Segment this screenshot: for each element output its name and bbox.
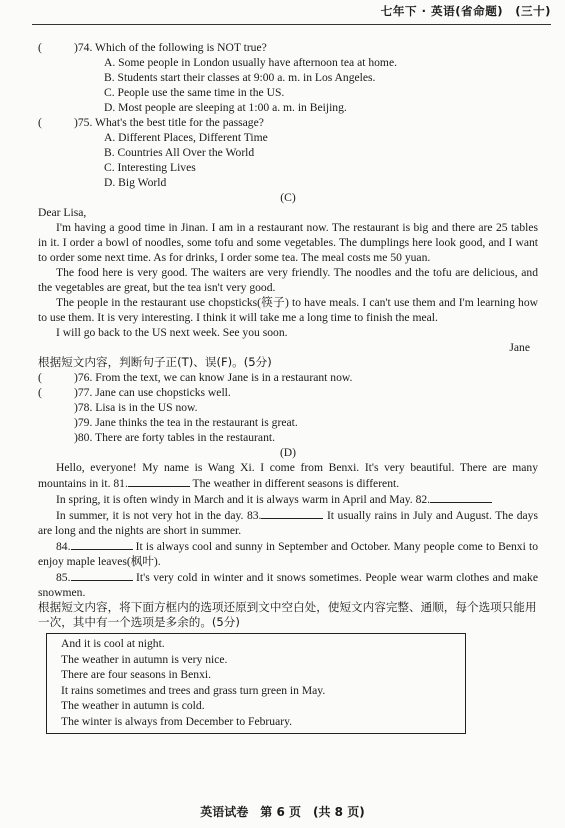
passage-paragraph bbox=[38, 569, 538, 600]
letter-paragraph: The people in the restaurant use chopsticks(筷子) to have meals. I can't use them and I'm learning how to use them. It is very interesting. I think it will take me a long time to finish the meal. bbox=[38, 296, 538, 324]
section-c-label: (C) bbox=[280, 191, 296, 204]
option-75a: A. Different Places, Different Time bbox=[104, 131, 268, 144]
blank-81[interactable] bbox=[128, 475, 190, 487]
statement-text: )76. From the text, we can know Jane is in a restaurant now. bbox=[74, 371, 353, 384]
option-74b: B. Students start their classes at 9:00 a. m. in Los Angeles. bbox=[104, 71, 376, 84]
text-run: The weather in different seasons is different. bbox=[189, 477, 400, 490]
letter-paragraph: I'm having a good time in Jinan. I am in a restaurant now. The restaurant is big and there are 25 tables in it. I order a bowl of noodles, some tofu and some vegetables. The dumplings here look good, and I want to order some next time. As for drinks, I order some tea. The meal costs me 50 yuan. bbox=[38, 221, 538, 264]
blank-83[interactable] bbox=[261, 507, 323, 519]
blank-84[interactable] bbox=[71, 538, 133, 550]
passage-paragraph bbox=[38, 507, 538, 538]
text-run: It's very cold in winter and it snows sometimes. People wear warm clothes and make snowmen. bbox=[38, 571, 538, 599]
answer-paren: ( bbox=[38, 371, 42, 384]
letter-paragraph: I will go back to the US next week. See you soon. bbox=[56, 326, 288, 339]
passage-d bbox=[38, 460, 538, 600]
box-option: There are four seasons in Benxi. bbox=[61, 668, 212, 682]
question-74 bbox=[38, 40, 538, 55]
options-box bbox=[46, 633, 466, 734]
statement-text: )80. There are forty tables in the restaurant. bbox=[74, 431, 275, 444]
letter-signature: Jane bbox=[509, 341, 530, 354]
box-option: The weather in autumn is very nice. bbox=[61, 652, 228, 666]
text-run: 85. bbox=[56, 571, 71, 584]
passage-paragraph bbox=[38, 491, 538, 507]
box-option: And it is cool at night. bbox=[61, 637, 165, 650]
statement-76 bbox=[38, 370, 538, 385]
text-run: Hello, everyone! My name is Wang Xi. I come from Benxi. It's very beautiful. There are many mountains in it. 81. bbox=[38, 461, 538, 490]
statement-text: )77. Jane can use chopsticks well. bbox=[74, 386, 231, 399]
question-stem: )75. What's the best title for the passage? bbox=[74, 116, 264, 129]
statement-79 bbox=[38, 415, 538, 430]
text-run: In summer, it is not very hot in the day. 83. bbox=[56, 509, 262, 522]
section-d-label: (D) bbox=[279, 446, 297, 459]
text-run: In spring, it is often windy in March and it is always warm in April and May. 82. bbox=[56, 493, 431, 506]
letter-body bbox=[38, 220, 538, 340]
box-option: The weather in autumn is cold. bbox=[61, 699, 205, 713]
statement-77 bbox=[38, 385, 538, 400]
text-run: It is always cool and sunny in September and October. Many people come to Benxi to enjoy maple leaves(枫叶). bbox=[38, 540, 538, 568]
option-75d: D. Big World bbox=[104, 176, 167, 189]
header-rule bbox=[32, 24, 551, 25]
question-stem: )74. Which of the following is NOT true? bbox=[74, 41, 267, 54]
answer-paren: ( bbox=[38, 386, 42, 399]
option-75c: C. Interesting Lives bbox=[104, 161, 196, 174]
passage-paragraph bbox=[38, 538, 538, 569]
blank-82[interactable] bbox=[430, 491, 492, 503]
section-c-instruction: 根据短文内容，判断句子正(T)、误(F)。(5分) bbox=[38, 355, 272, 369]
option-74c: C. People use the same time in the US. bbox=[104, 86, 285, 99]
blank-85[interactable] bbox=[71, 569, 133, 581]
letter-salutation: Dear Lisa, bbox=[38, 206, 87, 219]
option-75b: B. Countries All Over the World bbox=[104, 146, 255, 159]
answer-paren: ( bbox=[38, 41, 42, 54]
answer-paren: ( bbox=[38, 116, 42, 129]
question-75 bbox=[38, 115, 538, 130]
letter-paragraph: The food here is very good. The waiters are very friendly. The noodles and the tofu are delicious, and the vegetables are great, but the tea isn't very good. bbox=[38, 266, 538, 294]
option-74a: A. Some people in London usually have afternoon tea at home. bbox=[104, 56, 397, 69]
page-header: 七年下 · 英语(省命题) (三十) bbox=[380, 4, 551, 18]
statement-text: )79. Jane thinks the tea in the restaurant is great. bbox=[74, 416, 298, 429]
page-content bbox=[38, 40, 538, 734]
box-option: The winter is always from December to February. bbox=[61, 714, 293, 728]
statement-78 bbox=[38, 400, 538, 415]
text-run: 84. bbox=[56, 540, 71, 553]
passage-paragraph bbox=[38, 460, 538, 491]
statement-text: )78. Lisa is in the US now. bbox=[74, 401, 198, 414]
section-d-instruction: 根据短文内容，将下面方框内的选项还原到文中空白处，使短文内容完整、通顺，每个选项只能用一次，其中有一个选项是多余的。(5分) bbox=[38, 600, 537, 629]
page-footer: 英语试卷 第 6 页 (共 8 页) bbox=[200, 805, 365, 819]
text-run: It usually rains in July and August. The days are long and the nights are short in summer. bbox=[38, 509, 538, 537]
statement-80 bbox=[38, 430, 538, 445]
option-74d: D. Most people are sleeping at 1:00 a. m. in Beijing. bbox=[104, 101, 347, 114]
box-option: It rains sometimes and trees and grass turn green in May. bbox=[61, 683, 326, 697]
